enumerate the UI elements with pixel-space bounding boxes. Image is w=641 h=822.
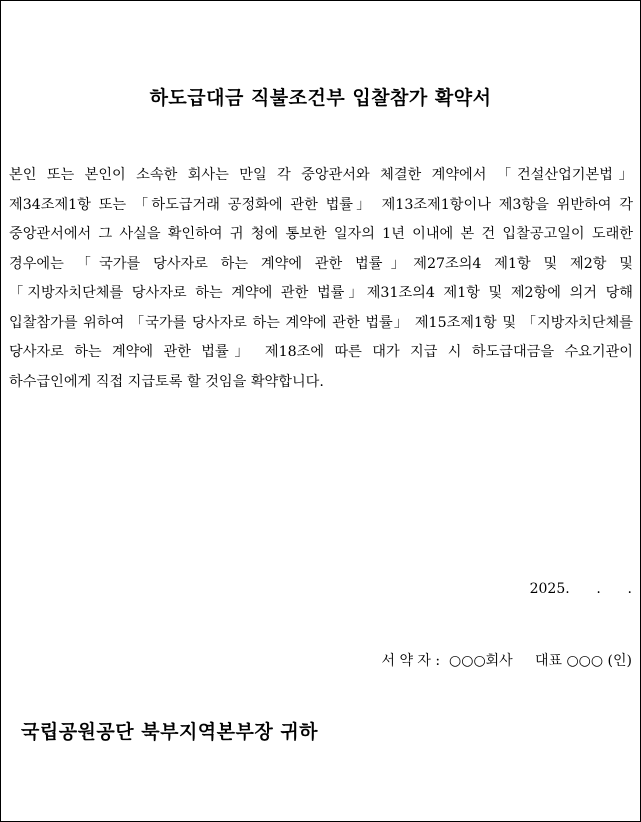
signer-line: 서 약 자 : ○○○회사 대표 ○○○ (인) xyxy=(381,653,632,669)
document-title: 하도급대금 직불조건부 입찰참가 확약서 xyxy=(149,87,492,109)
recipient-line: 국립공원공단 북부지역본부장 귀하 xyxy=(21,721,319,743)
pledge-date: 2025. . . xyxy=(529,581,632,597)
pledge-body-text: 본인 또는 본인이 소속한 회사는 만일 각 중앙관서와 체결한 계약에서 「건설산업기본법」제34조제1항 또는 「하도급거래 공정화에 관한 법률」 제13조제1항이나 제3항을 위반하여 각 중앙관서에서 그 사실을 확인하여 귀 청에 통보한 일자의 1년 이내에 본 건 입찰공고일이 도래한 경우에는 「국가를 당사자로 하는 계약에 관한 법률」제27조의4 제1항 및 제2항 및 「지방자치단체를 당사자로 하는 계약에 관한 법률」제31조의4 제1항 및 제2항에 의거 당해 입찰참가를 위하여 「국가를 당사자로 하는 계약에 관한 법률」 제15조제1항 및 「지방자치단체를 당사자로 하는 계약에 관한 법률」 제18조에 따른 대가 지급 시 하도급대금을 수요기관이 하수급인에게 직접 지급토록 할 것임을 확약합니다. xyxy=(9,167,633,390)
